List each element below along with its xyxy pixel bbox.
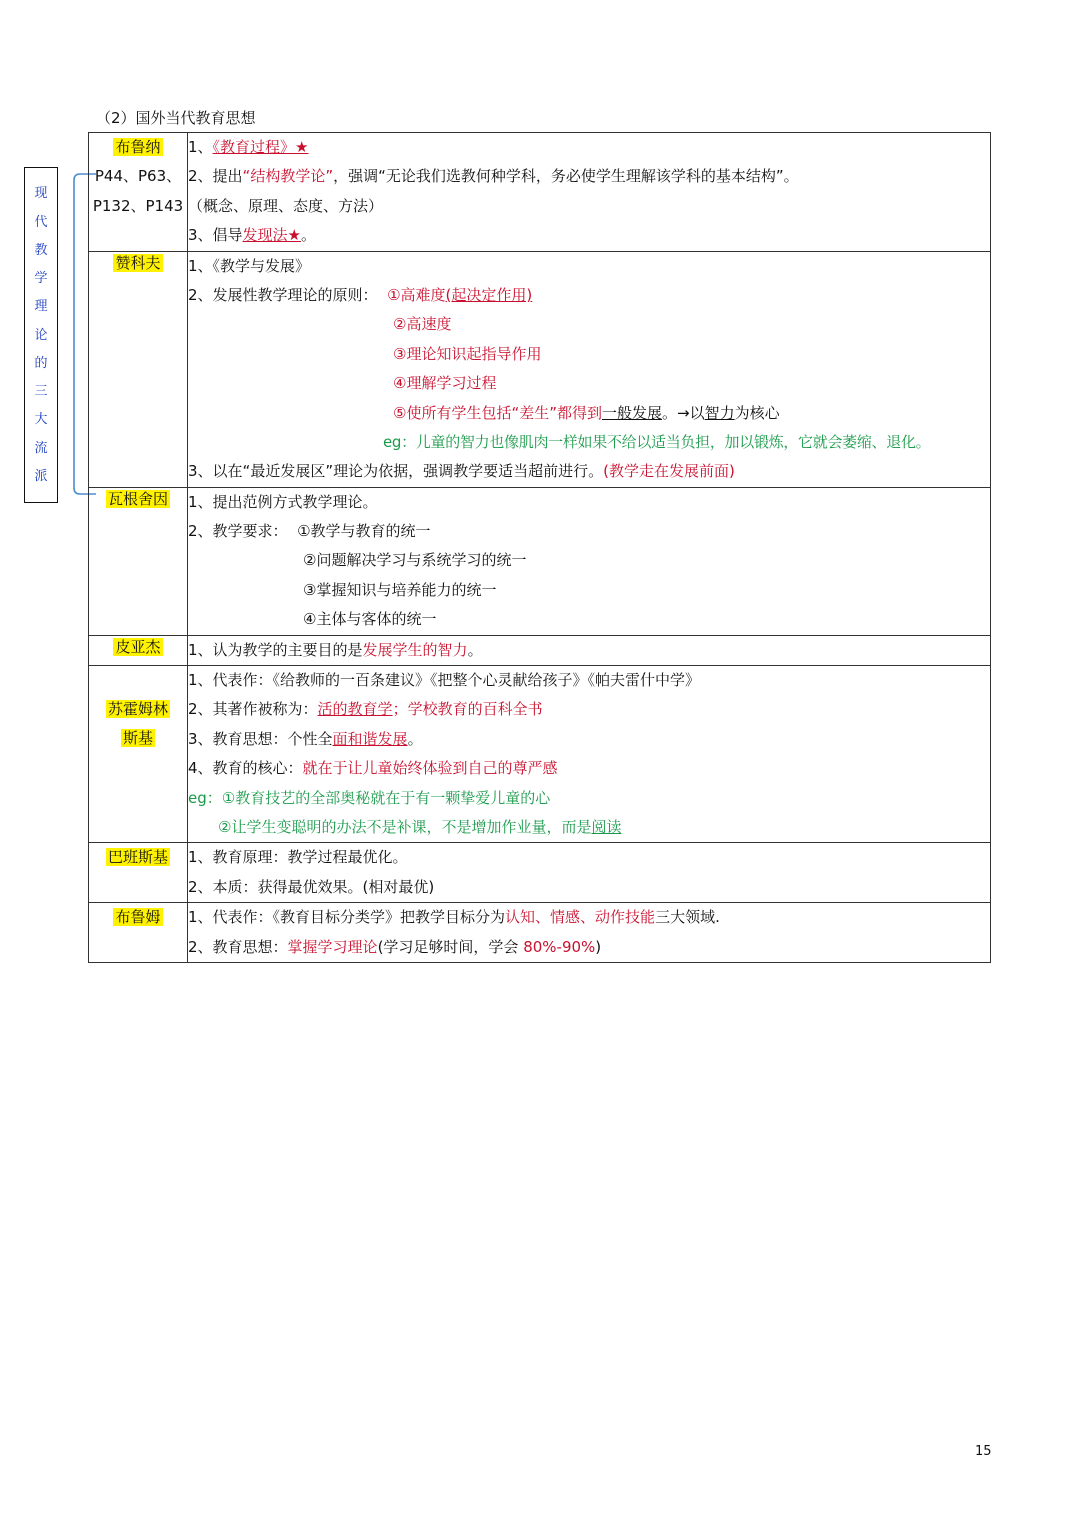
content-cell: [188, 843, 991, 903]
content-line: 2、教育思想：掌握学习理论(学习足够时间，学会 80%-90%): [188, 937, 602, 956]
side-label-char: 学: [34, 271, 48, 286]
content-line: ②让学生变聪明的办法不是补课，不是增加作业量，而是阅读: [218, 817, 622, 836]
page-number: 15: [975, 1444, 992, 1459]
content-line: 3、倡导发现法★。: [188, 226, 317, 245]
content-line: ⑤使所有学生包括“差生”都得到一般发展。→以智力为核心: [393, 403, 780, 422]
content-line: eg：①教育技艺的全部奥秘就在于有一颗挚爱儿童的心: [188, 788, 551, 807]
thinker-name: 巴班斯基: [107, 848, 168, 867]
content-cell: [188, 666, 991, 843]
side-label-char: 三: [34, 384, 48, 399]
side-label-char: 派: [34, 468, 48, 484]
side-label-box: [24, 167, 58, 503]
thinker-name: 斯基: [122, 729, 153, 748]
section-title: （2）国外当代教育思想: [96, 109, 256, 127]
content-line: ②问题解决学习与系统学习的统一: [303, 551, 527, 570]
content-line: 1、《教育过程》★: [188, 138, 309, 156]
content-line: 3、以在“最近发展区”理论为依据，强调教学要适当超前进行。(教学走在发展前面): [188, 462, 735, 481]
content-line: 2、其著作被称为：活的教育学；学校教育的百科全书: [188, 700, 543, 719]
content-line: ③理论知识起指导作用: [393, 344, 542, 363]
content-cell: [188, 251, 991, 487]
content-cell: [188, 635, 991, 665]
content-line: 2、发展性教学理论的原则： ①高难度(起决定作用): [188, 285, 533, 304]
name-cell: [89, 133, 188, 252]
thinker-name: 布鲁纳: [115, 138, 161, 156]
page-refs: P44、P63、: [94, 167, 182, 186]
content-line: ②高速度: [393, 315, 452, 334]
content-line: 2、教学要求： ①教学与教育的统一: [188, 522, 431, 541]
content-line: 1、认为教学的主要目的是发展学生的智力。: [188, 640, 483, 659]
content-line: 3、教育思想：个性全面和谐发展。: [188, 729, 423, 748]
content-line: 1、代表作：《教育目标分类学》把教学目标分为认知、情感、动作技能三大领域.: [188, 908, 720, 927]
thinker-name: 皮亚杰: [115, 637, 161, 656]
name-cell: [89, 487, 188, 635]
thinker-name: 赞科夫: [115, 253, 161, 272]
thinker-name: 布鲁姆: [115, 908, 161, 927]
table-row: [89, 843, 991, 903]
name-cell: [89, 251, 188, 487]
content-line: （概念、原理、态度、方法）: [188, 196, 384, 215]
thinkers-table: [88, 132, 991, 963]
table-row: [89, 487, 991, 635]
name-cell: [89, 635, 188, 665]
side-label-char: 论: [34, 327, 48, 343]
content-line: 1、教育原理：教学过程最优化。: [188, 848, 408, 867]
page-refs: P132、P143: [92, 196, 184, 215]
table-row: [89, 666, 991, 843]
content-line: 1、代表作：《给教师的一百条建议》《把整个心灵献给孩子》《帕夫雷什中学》: [188, 671, 701, 690]
table-row: [89, 903, 991, 963]
name-cell: [89, 903, 188, 963]
content-line: ④主体与客体的统一: [303, 610, 437, 629]
table-row: [89, 251, 991, 487]
content-line: eg：儿童的智力也像肌肉一样如果不给以适当负担，加以锻炼，它就会萎缩、退化。: [383, 432, 931, 451]
content-line: ③掌握知识与培养能力的统一: [303, 580, 497, 599]
content-line: ④理解学习过程: [393, 374, 497, 393]
content-cell: [188, 903, 991, 963]
side-label-char: 教: [34, 242, 48, 258]
table-row: [89, 635, 991, 665]
table-row: [89, 133, 991, 252]
side-label-char: 流: [34, 440, 48, 456]
content-cell: [188, 133, 991, 252]
content-line: 2、提出“结构教学论”，强调“无论我们选教何种学科，务必使学生理解该学科的基本结构”。: [188, 167, 799, 186]
side-label-char: 理: [34, 299, 48, 315]
side-label-char: 的: [34, 355, 48, 371]
side-label-char: 代: [34, 214, 48, 230]
thinker-name: 瓦根舍因: [107, 489, 168, 508]
content-line: 2、本质：获得最优效果。(相对最优): [188, 877, 435, 896]
name-cell: [89, 843, 188, 903]
content-line: 1、提出范例方式教学理论。: [188, 492, 378, 511]
content-line: 1、《教学与发展》: [188, 256, 311, 275]
name-cell: [89, 666, 188, 843]
thinker-name: 苏霍姆林: [107, 700, 168, 719]
side-label-char: 大: [34, 412, 48, 428]
side-label-char: 现: [34, 186, 48, 202]
content-cell: [188, 487, 991, 635]
content-line: 4、教育的核心：就在于让儿童始终体验到自己的尊严感: [188, 759, 558, 778]
